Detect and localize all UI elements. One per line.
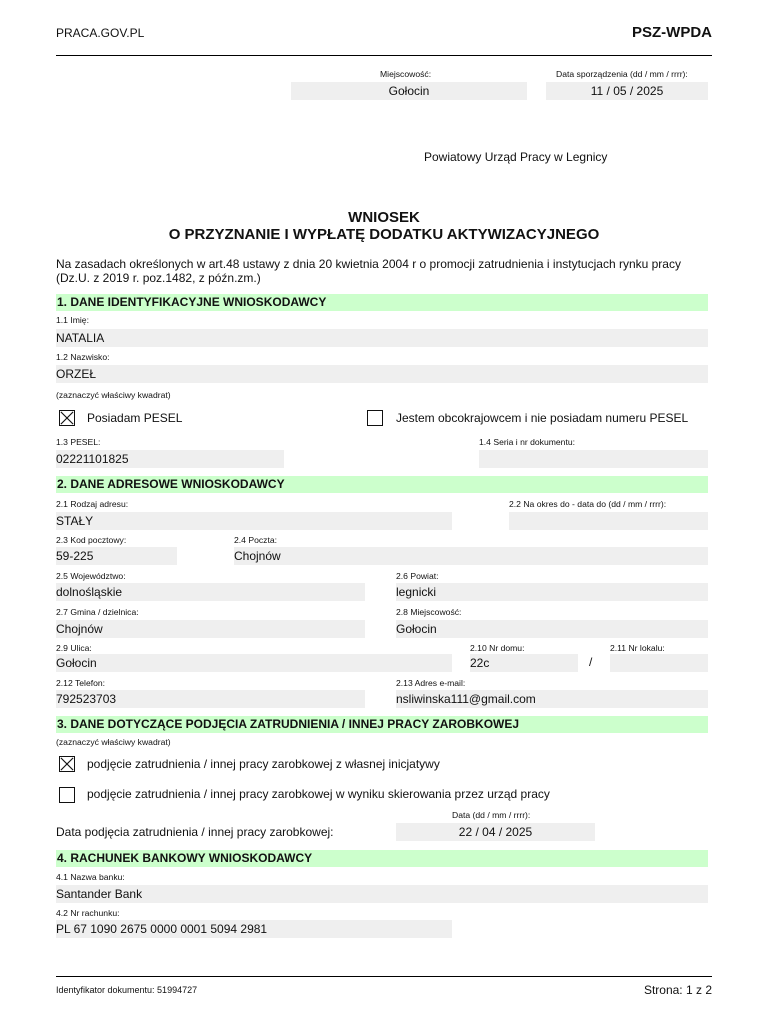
form-code: PSZ-WPDA [632,24,712,41]
referral-label: podjęcie zatrudnienia / innej pracy zarobkowej w wyniku skierowania przez urząd pracy [87,787,550,801]
own-initiative-checkbox[interactable] [59,756,75,772]
period-field[interactable] [509,512,708,530]
section-3-heading: 3. DANE DOTYCZĄCE PODJĘCIA ZATRUDNIENIA / INNEJ PRACY ZAROBKOWEJ [56,716,708,733]
county-field[interactable]: legnicki [396,583,708,601]
account-number-label: 4.2 Nr rachunku: [56,908,120,918]
date-label: Data sporządzenia (dd / mm / rrrr): [556,69,688,79]
start-date-format-label: Data (dd / mm / rrrr): [452,810,531,820]
place-label: Miejscowość: [380,69,432,79]
check-x-icon [60,411,74,425]
number-slash: / [589,655,593,669]
page-number: Strona: 1 z 2 [643,983,712,997]
phone-field[interactable]: 792523703 [56,690,365,708]
bank-name-label: 4.1 Nazwa banku: [56,872,125,882]
checkbox-hint: (zaznaczyć właściwy kwadrat) [56,390,171,400]
postal-code-field[interactable]: 59-225 [56,547,177,565]
post-label: 2.4 Poczta: [234,535,277,545]
pesel-checkbox[interactable] [59,410,75,426]
foreigner-option-label: Jestem obcokrajowcem i nie posiadam numeru PESEL [396,411,689,425]
document-id: Identyfikator dokumentu: 51994727 [56,985,198,995]
last-name-label: 1.2 Nazwisko: [56,352,110,362]
checkbox-hint-3: (zaznaczyć właściwy kwadrat) [56,737,171,747]
pesel-label: 1.3 PESEL: [56,437,101,447]
voivodeship-field[interactable]: dolnośląskie [56,583,365,601]
place-field[interactable]: Gołocin [291,82,527,100]
referral-checkbox[interactable] [59,787,75,803]
date-field[interactable]: 11 / 05 / 2025 [546,82,708,100]
foreigner-checkbox[interactable] [367,410,383,426]
footer-divider [56,976,712,977]
intro-text: Na zasadach określonych w art.48 ustawy z dnia 20 kwietnia 2004 r o promocji zatrudnienia i instytucjach rynku pracy (Dz.U. z 2019 r. poz.1482, z późn.zm.) [56,257,681,285]
flat-number-label: 2.11 Nr lokalu: [610,643,665,653]
first-name-label: 1.1 Imię: [56,315,89,325]
pesel-option-label: Posiadam PESEL [87,411,183,425]
section-1-heading: 1. DANE IDENTYFIKACYJNE WNIOSKODAWCY [56,294,708,311]
period-label: 2.2 Na okres do - data do (dd / mm / rrrr): [509,499,667,509]
document-field[interactable] [479,450,708,468]
site-name: PRACA.GOV.PL [56,26,145,40]
section-2-heading: 2. DANE ADRESOWE WNIOSKODAWCY [56,476,708,493]
header-divider [56,55,712,56]
address-type-field[interactable]: STAŁY [56,512,452,530]
form-title: WNIOSEK [348,209,420,226]
street-label: 2.9 Ulica: [56,643,92,653]
section-4-heading: 4. RACHUNEK BANKOWY WNIOSKODAWCY [56,850,708,867]
phone-label: 2.12 Telefon: [56,678,106,688]
email-field[interactable]: nsliwinska111@gmail.com [396,690,708,708]
account-number-field[interactable]: PL 67 1090 2675 0000 0001 5094 2981 [56,920,452,938]
first-name-field[interactable]: NATALIA [56,329,708,347]
document-label: 1.4 Seria i nr dokumentu: [479,437,576,447]
house-number-label: 2.10 Nr domu: [470,643,525,653]
county-label: 2.6 Powiat: [396,571,439,581]
bank-name-field[interactable]: Santander Bank [56,885,708,903]
email-label: 2.13 Adres e-mail: [396,678,466,688]
town-label: 2.8 Miejscowość: [396,607,462,617]
start-date-field[interactable]: 22 / 04 / 2025 [396,823,595,841]
town-field[interactable]: Gołocin [396,620,708,638]
street-field[interactable]: Gołocin [56,654,452,672]
voivodeship-label: 2.5 Województwo: [56,571,126,581]
address-type-label: 2.1 Rodzaj adresu: [56,499,129,509]
post-field[interactable]: Chojnów [234,547,708,565]
house-number-field[interactable]: 22c [470,654,578,672]
commune-label: 2.7 Gmina / dzielnica: [56,607,139,617]
start-date-label: Data podjęcia zatrudnienia / innej pracy zarobkowej: [56,825,334,839]
commune-field[interactable]: Chojnów [56,620,365,638]
postal-code-label: 2.3 Kod pocztowy: [56,535,127,545]
flat-number-field[interactable] [610,654,708,672]
own-initiative-label: podjęcie zatrudnienia / innej pracy zarobkowej z własnej inicjatywy [87,757,440,771]
form-subtitle: O PRZYZNANIE I WYPŁATĘ DODATKU AKTYWIZACYJNEGO [168,226,600,243]
last-name-field[interactable]: ORZEŁ [56,365,708,383]
pesel-field[interactable]: 02221101825 [56,450,284,468]
office-name: Powiatowy Urząd Pracy w Legnicy [424,150,608,164]
check-x-icon [60,757,74,771]
